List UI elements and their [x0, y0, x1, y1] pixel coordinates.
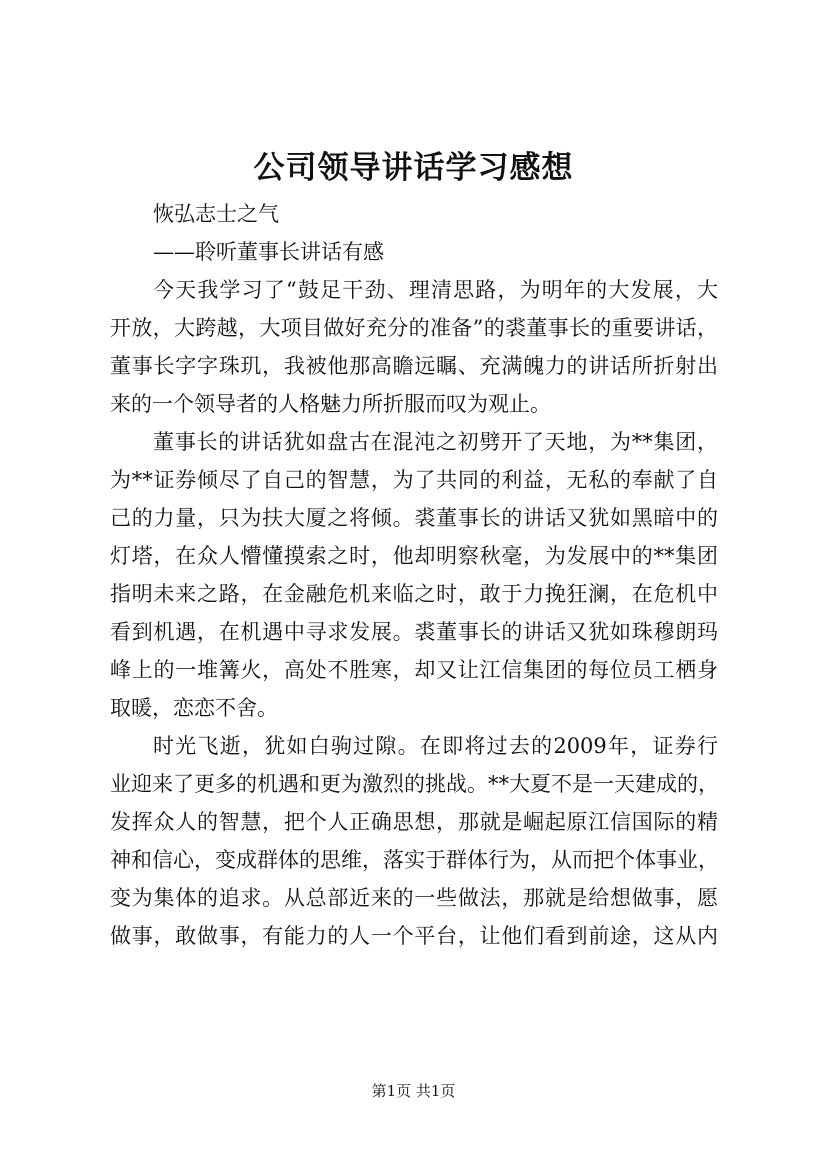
paragraph-line: 峰上的一堆篝火，高处不胜寒，却又让江信集团的每位员工栖身: [110, 658, 718, 682]
subtitle-line: ——聆听董事长讲话有感: [153, 240, 384, 264]
paragraph-line: 董事长的讲话犹如盘古在混沌之初劈开了天地，为**集团，: [153, 430, 718, 454]
paragraph-line: 业迎来了更多的机遇和更为激烈的挑战。**大夏不是一天建成的，: [110, 772, 719, 796]
paragraph-line: 取暖，恋恋不舍。: [110, 696, 278, 720]
paragraph-line: 指明未来之路，在金融危机来临之时，敢于力挽狂澜，在危机中: [110, 582, 718, 606]
subtitle-line: 恢弘志士之气: [153, 202, 279, 226]
paragraph-line: 己的力量，只为扶大厦之将倾。裘董事长的讲话又犹如黑暗中的: [110, 506, 718, 530]
paragraph-line: 今天我学习了“鼓足干劲、理清思路，为明年的大发展，大: [153, 278, 718, 302]
paragraph: [110, 271, 718, 423]
paragraph: [110, 423, 718, 727]
document-title: 公司领导讲话学习感想: [253, 150, 574, 186]
paragraph-line: 变为集体的追求。从总部近来的一些做法，那就是给想做事，愿: [110, 886, 718, 910]
paragraph-line: 发挥众人的智慧，把个人正确思想，那就是崛起原江信国际的精: [110, 810, 718, 834]
paragraph-line: 为**证券倾尽了自己的智慧，为了共同的利益，无私的奉献了自: [110, 468, 718, 492]
paragraph-line: 开放，大跨越，大项目做好充分的准备”的裘董事长的重要讲话，: [110, 316, 718, 340]
paragraph-line: 董事长字字珠玑，我被他那高瞻远瞩、充满魄力的讲话所折射出: [110, 354, 718, 378]
paragraph-line: 来的一个领导者的人格魅力所折服而叹为观止。: [110, 392, 551, 416]
document-body: [110, 195, 718, 955]
paragraph-line: 做事，敢做事，有能力的人一个平台，让他们看到前途，这从内: [110, 924, 718, 948]
page-number-footer: 第1页 共1页: [371, 1082, 456, 1100]
paragraph: [110, 727, 718, 955]
paragraph-line: 看到机遇，在机遇中寻求发展。裘董事长的讲话又犹如珠穆朗玛: [110, 620, 718, 644]
paragraph-line: 灯塔，在众人懵懂摸索之时，他却明察秋毫，为发展中的**集团: [110, 544, 718, 568]
paragraph-line: 时光飞逝，犹如白驹过隙。在即将过去的2009年，证券行: [153, 734, 718, 758]
paragraph-line: 神和信心，变成群体的思维，落实于群体行为，从而把个体事业，: [110, 848, 719, 872]
